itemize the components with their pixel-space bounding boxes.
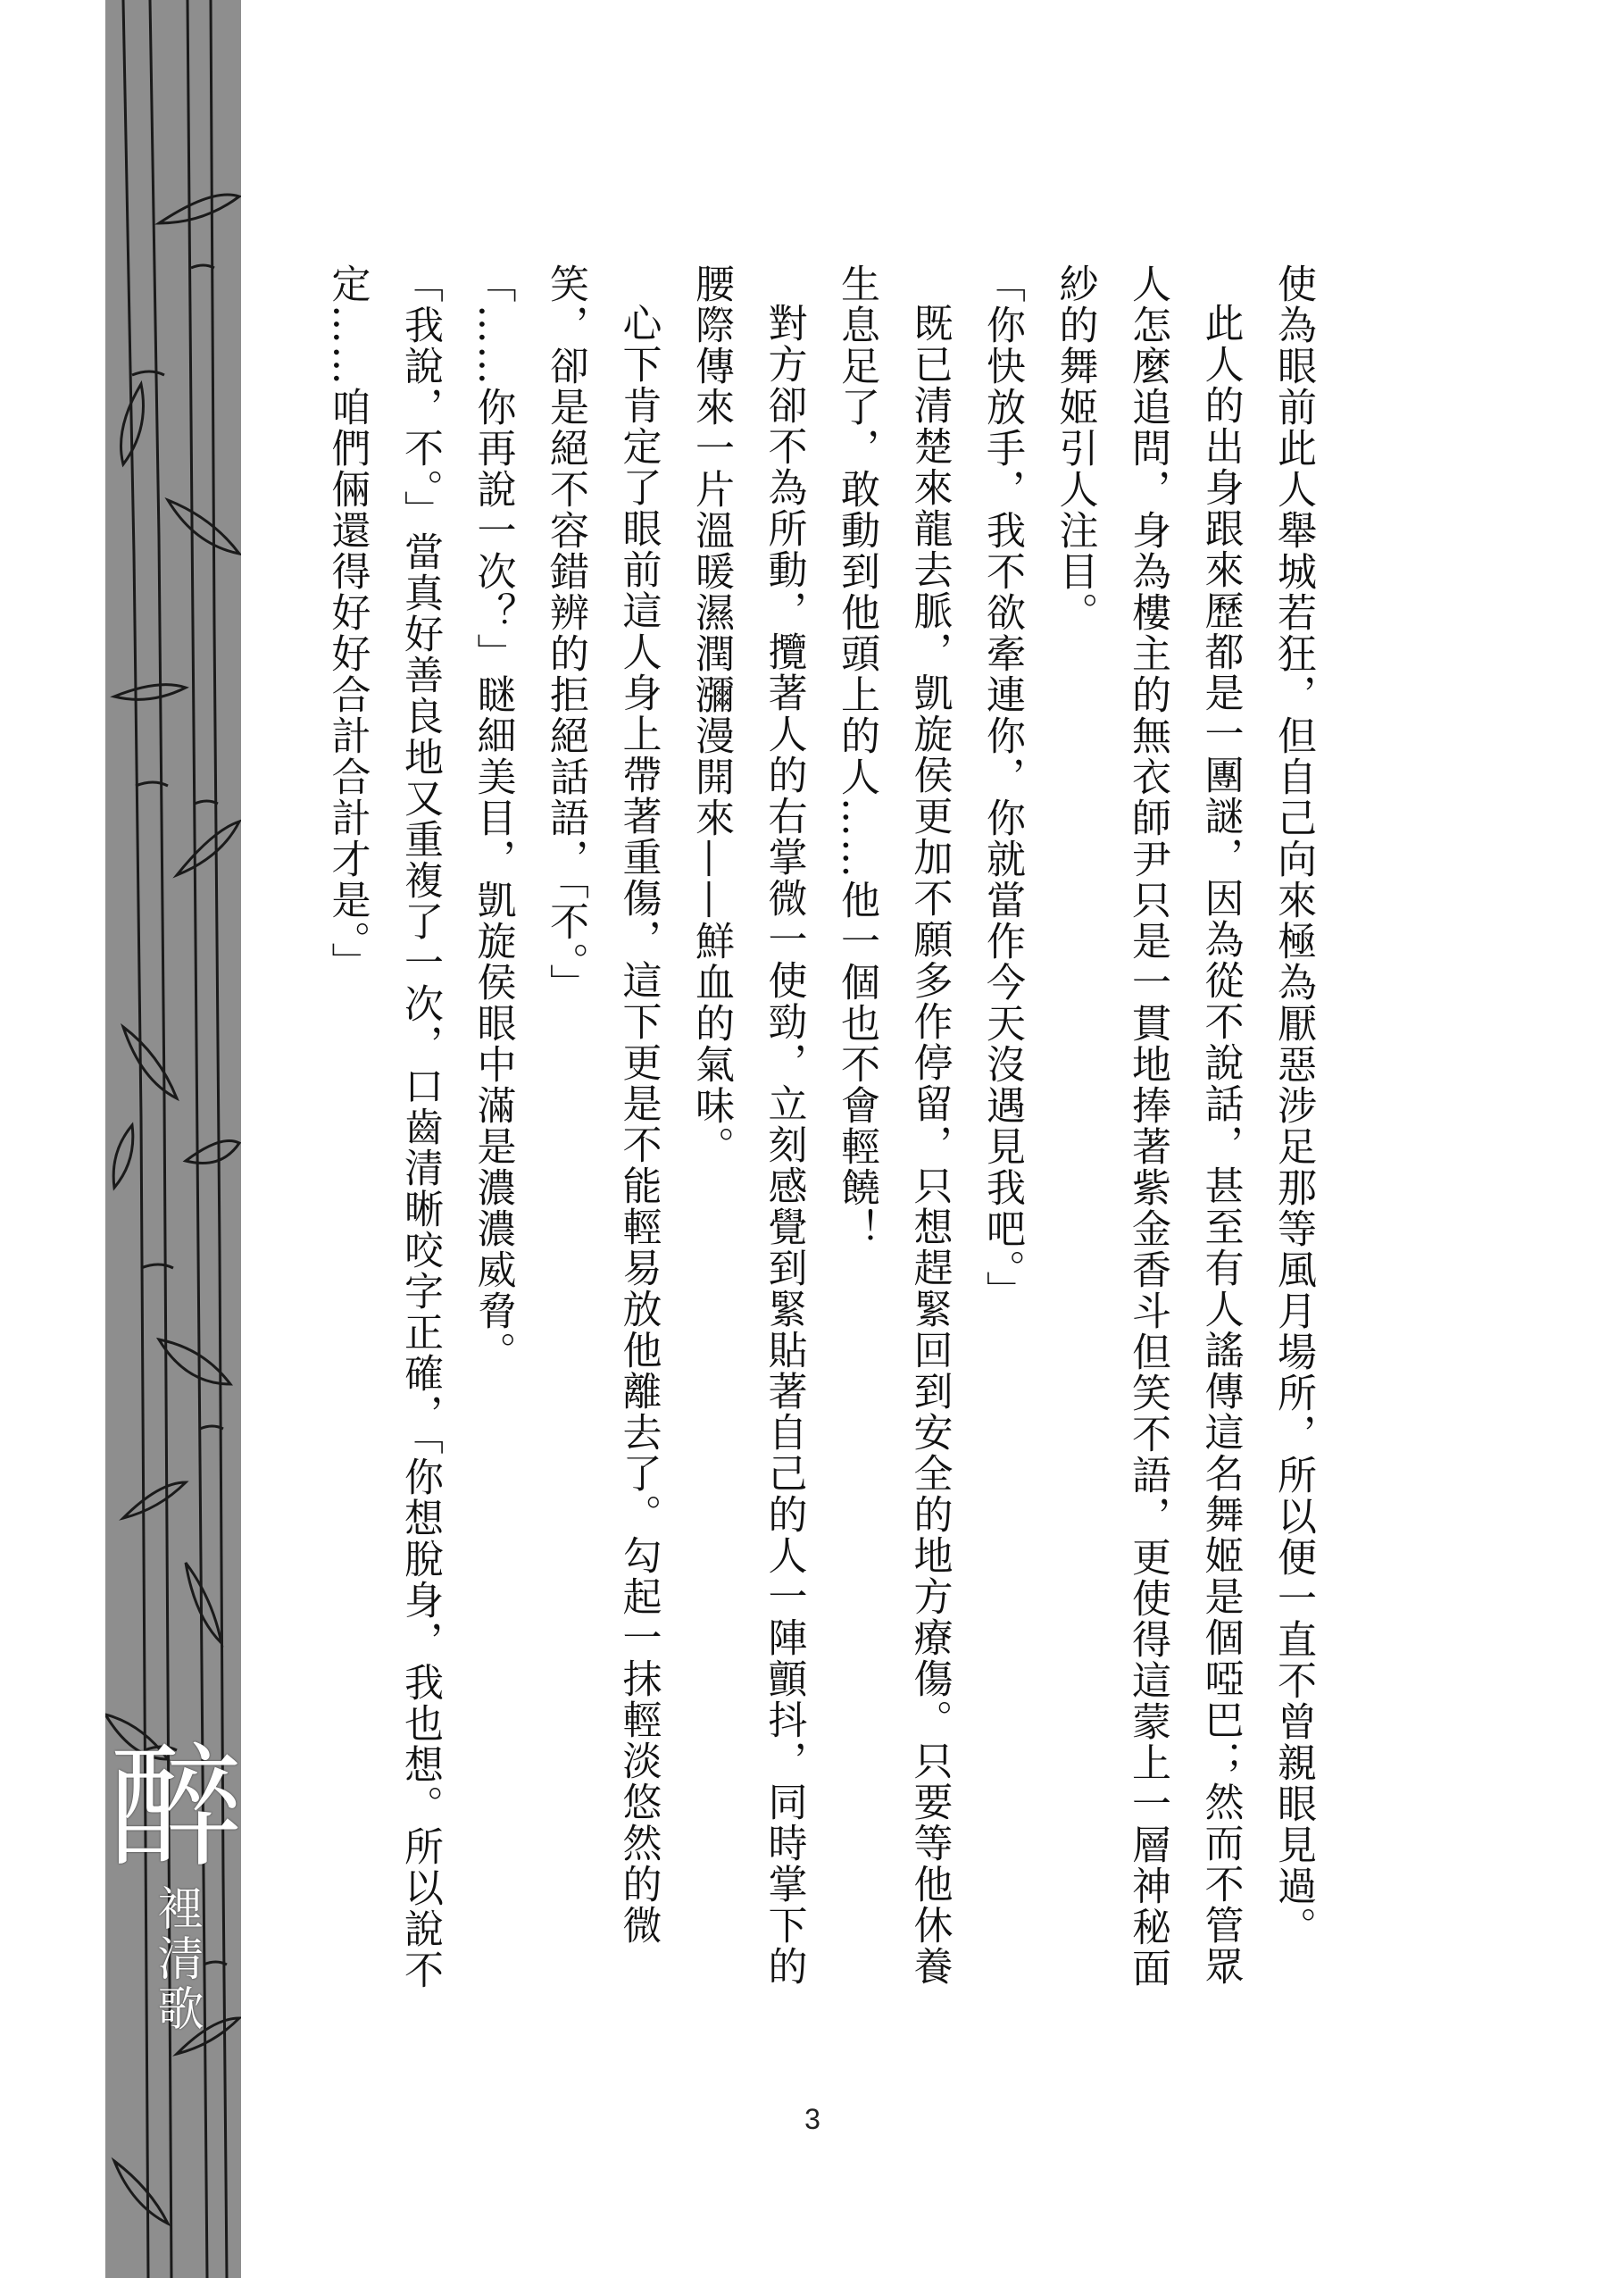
paragraph: 心下肯定了眼前這人身上帶著重傷，這下更是不能輕易放他離去了。勾起一抹輕淡悠然的微笑，卻是絕不容錯辨的拒絕話語，「不。」 [543,263,662,1946]
paragraph: 使為眼前此人舉城若狂，但自己向來極為厭惡涉足那等風月場所，所以便一直不曾親眼見過。 [1270,263,1316,1948]
page-number: 3 [804,2103,820,2135]
paragraph: 「你快放手，我不欲牽連你，你就當作今天沒遇見我吧。」 [979,263,1025,1312]
book-title-small-chars: 裡清歌 [149,1884,203,2034]
paragraph: 既已清楚來龍去脈，凱旋侯更加不願多作停留，只想趕緊回到安全的地方療傷。只要等他休養生息足了，敢動到他頭上的人……他一個也不會輕饒！ [834,263,953,1987]
paragraph: 「……你再說一次？」瞇細美目，凱旋侯眼中滿是濃濃威脅。 [470,263,516,1373]
book-title-mark [109,1731,244,2034]
book-title-large-char: 醉 [109,1731,244,1886]
paragraph: 「我說，不。」當真好善良地又重複了一次，口齒清晰咬字正確，「你想脫身，我也想。所以說不定……咱們倆還得好好合計合計才是。」 [324,263,443,1990]
paragraph: 對方卻不為所動，攬著人的右掌微一使勁，立刻感覺到緊貼著自己的人一陣顫抖，同時掌下的腰際傳來一片溫暖濕潤瀰漫開來——鮮血的氣味。 [688,263,807,1987]
paragraph: 此人的出身跟來歷都是一團謎，因為從不說話，甚至有人謠傳這名舞姬是個啞巴；然而不管眾人怎麼追問，身為樓主的無衣師尹只是一貫地捧著紫金香斗但笑不語，更使得這蒙上一層神秘面紗的舞姬引人注目。 [1052,263,1244,1989]
body-text [231,263,1329,2014]
